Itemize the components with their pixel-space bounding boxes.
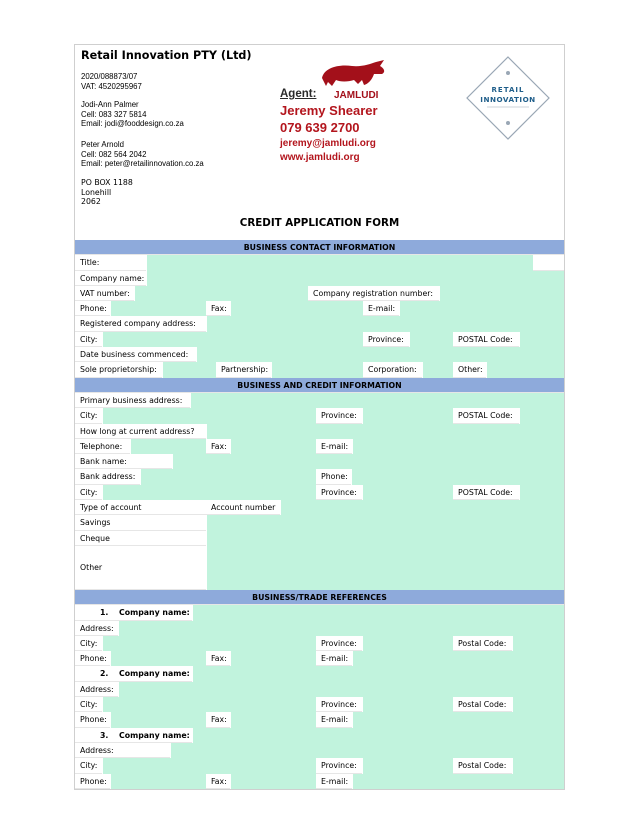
city-field[interactable]	[102, 485, 316, 500]
section-header-contact: BUSINESS CONTACT INFORMATION	[75, 240, 564, 255]
primary-address-field[interactable]	[190, 393, 564, 408]
address-line: PO BOX 1188	[81, 178, 133, 187]
label-fax: Fax:	[211, 304, 227, 314]
label-city: City:	[80, 700, 98, 710]
label-phone: Phone:	[321, 472, 348, 482]
row-ref2-address	[75, 682, 564, 697]
row-vat	[75, 286, 564, 301]
ref2-address-field[interactable]	[118, 682, 564, 697]
label-other-account: Other	[80, 562, 103, 572]
bank-phone-field[interactable]	[351, 469, 564, 484]
row-ref2-company	[75, 666, 564, 681]
label-address: Address:	[80, 623, 114, 633]
row-date-commenced	[75, 347, 564, 362]
ref1-address-field[interactable]	[118, 621, 564, 636]
bank-address-field[interactable]	[140, 469, 316, 484]
row-title	[75, 255, 564, 270]
label-company-name: Company name:	[80, 273, 145, 283]
contact-email: Email: peter@retailinnovation.co.za	[81, 159, 204, 169]
row-telephone	[75, 439, 564, 454]
row-city-2	[75, 408, 564, 423]
ref3-address-field[interactable]	[170, 743, 564, 758]
ref2-email-field[interactable]	[352, 712, 564, 727]
ref1-fax-field[interactable]	[230, 651, 316, 666]
postal-code-field[interactable]	[519, 332, 564, 347]
label-email: E-mail:	[321, 715, 349, 725]
label-province: Province:	[368, 334, 404, 344]
label-province: Province:	[321, 638, 357, 648]
row-savings	[75, 515, 564, 530]
how-long-field[interactable]	[206, 424, 564, 439]
ref3-phone-field[interactable]	[110, 774, 206, 789]
ref2-phone-field[interactable]	[110, 712, 206, 727]
agent-block	[280, 60, 430, 165]
row-city	[75, 332, 564, 347]
label-province: Province:	[321, 700, 357, 710]
ref3-company-field[interactable]	[192, 728, 564, 743]
label-postal-code: Postal Code:	[458, 638, 507, 648]
date-commenced-field[interactable]	[196, 347, 564, 362]
contact-email: Email: jodi@fooddesign.co.za	[81, 119, 184, 129]
label-email: E-mail:	[321, 776, 349, 786]
label-postal-code: POSTAL Code:	[458, 487, 513, 497]
form-grid	[75, 240, 564, 789]
postal-address	[81, 178, 133, 207]
ref1-city-field[interactable]	[102, 636, 316, 651]
row-ref1-company	[75, 605, 564, 620]
ref-number: 2.	[100, 669, 109, 679]
label-sole-prop: Sole proprietorship:	[80, 365, 157, 375]
agent-name: Jeremy Shearer	[280, 103, 378, 118]
row-ref1-city	[75, 636, 564, 651]
logo-line1: RETAIL	[491, 86, 525, 94]
row-primary-address	[75, 393, 564, 408]
label-fax: Fax:	[211, 776, 227, 786]
ref3-city-field[interactable]	[102, 758, 316, 773]
label-email: E-mail:	[321, 654, 349, 664]
label-address: Address:	[80, 745, 114, 755]
row-ref3-company	[75, 728, 564, 743]
ref2-postal-field[interactable]	[512, 697, 564, 712]
label-fax: Fax:	[211, 715, 227, 725]
label-address: Address:	[80, 684, 114, 694]
row-ref3-address	[75, 743, 564, 758]
row-ref2-phone	[75, 712, 564, 727]
label-phone: Phone:	[80, 304, 107, 314]
label-primary-address: Primary business address:	[80, 395, 183, 405]
label-fax: Fax:	[211, 654, 227, 664]
label-partnership: Partnership:	[221, 365, 269, 375]
label-company-reg: Company registration number:	[313, 288, 433, 298]
row-entity-type	[75, 362, 564, 377]
email-field[interactable]	[352, 439, 564, 454]
vat-field[interactable]	[134, 286, 308, 301]
ref2-province-field[interactable]	[362, 697, 453, 712]
ref-number: 3.	[100, 730, 109, 740]
section-header-trade: BUSINESS/TRADE REFERENCES	[75, 590, 564, 605]
contact-cell: Cell: 083 327 5814	[81, 109, 147, 119]
row-how-long	[75, 424, 564, 439]
label-postal-code: POSTAL Code:	[458, 411, 513, 421]
ref-company-label: Company name:	[119, 730, 190, 740]
label-city: City:	[80, 334, 98, 344]
address-line: Lonehill	[81, 187, 112, 197]
section-header-credit: BUSINESS AND CREDIT INFORMATION	[75, 378, 564, 393]
ref2-fax-field[interactable]	[230, 712, 316, 727]
email-field[interactable]	[399, 301, 564, 316]
city-field[interactable]	[102, 408, 316, 423]
company-reg-field[interactable]	[439, 286, 564, 301]
label-email: E-mail:	[321, 441, 349, 451]
label-postal-code: Postal Code:	[458, 700, 507, 710]
row-reg-address	[75, 316, 564, 331]
agent-phone: 079 639 2700	[280, 120, 360, 135]
ref1-postal-field[interactable]	[512, 636, 564, 651]
ref2-company-field[interactable]	[192, 666, 564, 681]
row-ref3-city	[75, 758, 564, 773]
label-bank-name: Bank name:	[80, 457, 127, 467]
company-registration	[81, 72, 142, 91]
label-telephone: Telephone:	[80, 441, 123, 451]
reg-address-field[interactable]	[206, 316, 564, 331]
label-account-number: Account number	[211, 503, 276, 513]
label-fax: Fax:	[211, 441, 227, 451]
city-field[interactable]	[102, 332, 363, 347]
agent-website: www.jamludi.org	[280, 152, 360, 163]
label-phone: Phone:	[80, 776, 107, 786]
corporation-field[interactable]	[422, 362, 453, 377]
ref1-email-field[interactable]	[352, 651, 564, 666]
vat-number: VAT: 4520295967	[81, 81, 142, 91]
logo-line2: INNOVATION	[480, 95, 536, 104]
label-reg-address: Registered company address:	[80, 319, 196, 329]
label-province: Province:	[321, 761, 357, 771]
label-postal-code: POSTAL Code:	[458, 334, 513, 344]
province-field[interactable]	[362, 408, 453, 423]
agent-label: Agent:	[280, 88, 317, 100]
contact-peter	[81, 140, 204, 169]
row-ref1-phone	[75, 651, 564, 666]
title-field[interactable]	[146, 255, 533, 270]
label-province: Province:	[321, 487, 357, 497]
ref2-city-field[interactable]	[102, 697, 316, 712]
label-city: City:	[80, 761, 98, 771]
sole-prop-field[interactable]	[162, 362, 216, 377]
savings-account-field[interactable]	[206, 515, 564, 530]
label-email: E-mail:	[368, 304, 396, 314]
label-title: Title:	[80, 258, 100, 268]
ref1-phone-field[interactable]	[110, 651, 206, 666]
row-account-header	[75, 500, 564, 515]
label-city: City:	[80, 411, 98, 421]
label-vat: VAT number:	[80, 288, 130, 298]
telephone-field[interactable]	[130, 439, 206, 454]
label-other: Other:	[458, 365, 483, 375]
fax-field[interactable]	[230, 301, 363, 316]
account-number-header-field[interactable]	[280, 500, 564, 515]
ref-company-label: Company name:	[119, 669, 190, 679]
row-other-account	[75, 546, 564, 590]
agent-email: jeremy@jamludi.org	[280, 138, 376, 149]
ref-company-label: Company name:	[119, 608, 190, 618]
contact-cell: Cell: 082 564 2042	[81, 149, 147, 159]
label-province: Province:	[321, 411, 357, 421]
postal-code-field[interactable]	[519, 485, 564, 500]
ref3-postal-field[interactable]	[512, 758, 564, 773]
ref-number: 1.	[100, 608, 109, 618]
cheque-account-field[interactable]	[206, 531, 564, 546]
label-date-commenced: Date business commenced:	[80, 350, 189, 360]
label-city: City:	[80, 487, 98, 497]
row-bank-address	[75, 469, 564, 484]
row-ref3-phone	[75, 774, 564, 789]
ref3-fax-field[interactable]	[230, 774, 316, 789]
row-ref2-city	[75, 697, 564, 712]
reg-number: 2020/088873/07	[81, 72, 138, 81]
company-name-field[interactable]	[146, 271, 564, 286]
row-company-name	[75, 271, 564, 286]
label-phone: Phone:	[80, 715, 107, 725]
row-ref1-address	[75, 621, 564, 636]
other-account-field[interactable]	[206, 546, 564, 590]
ref3-email-field[interactable]	[352, 774, 564, 789]
label-type-account: Type of account	[80, 503, 142, 513]
other-field[interactable]	[486, 362, 564, 377]
label-cheque: Cheque	[80, 533, 110, 543]
partnership-field[interactable]	[271, 362, 363, 377]
ref1-province-field[interactable]	[362, 636, 453, 651]
bank-name-field[interactable]	[172, 454, 564, 469]
province-field[interactable]	[409, 332, 453, 347]
contact-name: Jodi-Ann Palmer	[81, 100, 139, 109]
label-city: City:	[80, 638, 98, 648]
label-corporation: Corporation:	[368, 365, 417, 375]
contact-name: Peter Arnold	[81, 140, 124, 149]
label-savings: Savings	[80, 518, 111, 528]
form-title: CREDIT APPLICATION FORM	[239, 217, 400, 229]
label-bank-address: Bank address:	[80, 472, 136, 482]
retail-innovation-logo-icon	[465, 55, 551, 141]
province-field[interactable]	[362, 485, 453, 500]
row-phone	[75, 301, 564, 316]
agent-brand: JAMLUDI	[334, 90, 379, 101]
ref1-company-field[interactable]	[192, 605, 564, 620]
label-phone: Phone:	[80, 654, 107, 664]
label-postal-code: Postal Code:	[458, 761, 507, 771]
phone-field[interactable]	[110, 301, 206, 316]
company-name: Retail Innovation PTY (Ltd)	[81, 49, 252, 62]
row-bank-name	[75, 454, 564, 469]
label-how-long: How long at current address?	[80, 426, 195, 436]
contact-jodi	[81, 100, 184, 129]
ref3-province-field[interactable]	[362, 758, 453, 773]
fax-field[interactable]	[230, 439, 316, 454]
row-cheque	[75, 531, 564, 546]
postal-code-field[interactable]	[519, 408, 564, 423]
row-city-3	[75, 485, 564, 500]
address-line: 2062	[81, 197, 101, 207]
